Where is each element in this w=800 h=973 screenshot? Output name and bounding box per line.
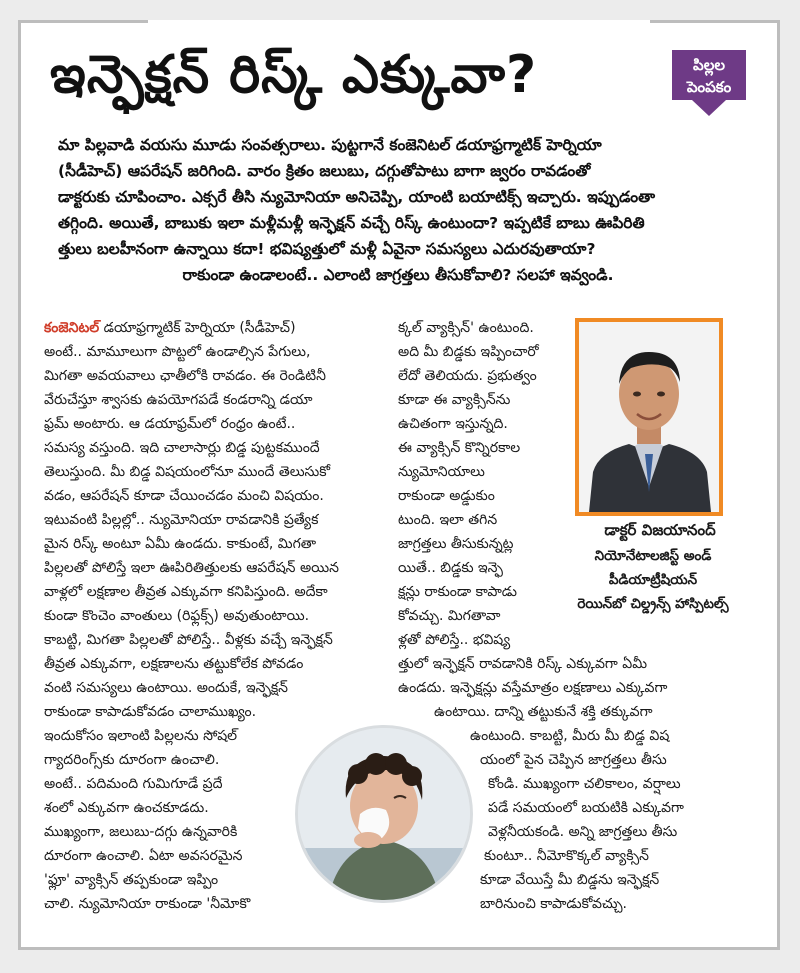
frame-top-right — [650, 20, 780, 23]
answer-line: ఫ్రమ్ అంటారు. ఆ డయాఫ్రమ్‌లో రంధ్రం ఉంటే.. — [44, 416, 296, 432]
answer-line: వాళ్లలో లక్షణాల తీవ్రత ఎక్కువగా కనిపిస్తుంది. అదేకా — [44, 584, 328, 600]
answer-line: మైన రిస్క్ అంటూ ఏమీ ఉండదు. కాకుంటే, మిగతా — [44, 536, 317, 552]
answer-line: కూడా వేయిస్తే మీ బిడ్డను ఇన్ఫెక్షన్ — [480, 872, 660, 888]
answer-line: వెళ్లనీయకండి. అన్ని జాగ్రత్తలు తీసు — [488, 824, 678, 840]
answer-line: రాకుండా అడ్డుకుం — [398, 488, 495, 504]
section-tag-line-1: పిల్లల — [693, 56, 725, 74]
frame-bottom — [18, 947, 780, 950]
answer-line: త్తులో ఇన్ఫెక్షన్ రావడానికి రిస్క్ ఎక్కువగా ఏమీ — [398, 656, 648, 672]
answer-line: ఉండదు. ఇన్ఫెక్షన్లు వస్తేమాత్రం లక్షణాలు ఎక్కువగా — [398, 680, 668, 696]
answer-line-rest: డయాఫ్రగ్మాటిక్ హెర్నియా (సీడీహెచ్) — [99, 320, 296, 336]
answer-line: వేరుచేస్తూ శ్వాసకు ఉపయోగపడే కండరాన్ని డయా — [44, 392, 313, 408]
doctor-title-line: పీడియాట్రీషియన్ — [608, 572, 698, 588]
doctor-title-line: నియోనేటాలజిస్ట్ అండ్ — [594, 548, 712, 564]
doctor-photo — [575, 318, 723, 516]
answer-line: ళ్లతో పోలిస్తే.. భవిష్య — [398, 632, 511, 648]
doctor-title-line: రెయిన్‌బో చిల్డ్రన్స్ హాస్పిటల్స్ — [577, 596, 729, 612]
answer-line: క్కల్ వ్యాక్సిన్' ఉంటుంది. — [398, 320, 534, 336]
answer-line: పడే సమయంలో బయటికి ఎక్కువగా — [488, 800, 684, 816]
answer-line: అది మీ బిడ్డకు ఇప్పించారో — [398, 344, 539, 360]
frame-right — [777, 20, 780, 950]
answer-line: ముఖ్యంగా, జలుబు-దగ్గు ఉన్నవారికి — [44, 824, 238, 840]
answer-line: కుండా కొంచెం వాంతులు (రిఫ్లక్స్) అవుతుంటాయి. — [44, 608, 310, 624]
question-line: తగ్గింది. అయితే, బాబుకు ఇలా మళ్లీమళ్లీ ఇన్ఫెక్షన్ వచ్చే రిస్క్ ఉంటుందా? ఇప్పటికే బాబు ఊపిరితి — [58, 214, 645, 232]
answer-line: చాలి. న్యుమోనియా రాకుండా 'నీమోకొ — [44, 896, 251, 912]
answer-line: కుంటూ.. నీమోకొక్కల్ వ్యాక్సిన్ — [484, 848, 650, 864]
section-tag-notch — [692, 100, 726, 116]
answer-line: సమస్య వస్తుంది. ఇది చాలాసార్లు బిడ్డ పుట్టకముందే — [44, 440, 320, 456]
answer-line: కోవచ్చు. మిగతావా — [398, 608, 501, 624]
question-line: (సీడీహెచ్) ఆపరేషన్ జరిగింది. వారం క్రితం జలుబు, దగ్గుతోపాటు బాగా జ్వరం రావడంతో — [58, 162, 591, 180]
answer-line: యంలో పైన చెప్పిన జాగ్రత్తలు తీసు — [480, 752, 667, 768]
child-with-tissue-illustration — [298, 728, 470, 900]
answer-line: కూడా ఈ వ్యాక్సిన్‌ను — [398, 392, 511, 408]
answer-line: ఉచితంగా ఇస్తున్నది. — [398, 416, 508, 432]
frame-left — [18, 20, 21, 950]
doctor-credentials — [548, 544, 758, 616]
answer-line: జాగ్రత్తలు తీసుకున్నట్ల — [398, 536, 514, 552]
question-line: డాక్టరుకు చూపించాం. ఎక్సరే తీసి న్యుమోనియా అనిచెప్పి, యాంటి బయాటిక్స్ ఇచ్చారు. ఇప్పుడంతా — [58, 188, 656, 206]
answer-line: ఇటువంటి పిల్లల్లో.. న్యుమోనియా రావడానికి ప్రత్యేక — [44, 512, 319, 528]
answer-line — [44, 316, 374, 340]
answer-line: ఉంటాయి. దాన్ని తట్టుకునే శక్తి తక్కువగా — [434, 704, 653, 720]
question-line: రాకుండా ఉండాలంటే.. ఎలాంటి జాగ్రత్తలు తీసుకోవాలి? సలహా ఇవ్వండి. — [182, 266, 614, 284]
answer-line: ఇందుకోసం ఇలాంటి పిల్లలను సోషల్ — [44, 728, 238, 744]
answer-line: ఉంటుంది. కాబట్టి, మీరు మీ బిడ్డ విష — [470, 728, 670, 744]
answer-column-2-tail — [470, 724, 740, 916]
answer-line: న్యుమోనియాలు — [398, 464, 485, 480]
answer-line: బారినుంచి కాపాడుకోవచ్చు. — [480, 896, 628, 912]
section-tag-line-2: పెంపకం — [686, 78, 732, 96]
answer-line: టుంది. ఇలా తగిన — [398, 512, 498, 528]
answer-line: తీవ్రత ఎక్కువగా, లక్షణాలను తట్టుకోలేక పోవడం — [44, 656, 304, 672]
answer-line: శంలో ఎక్కువగా ఉంచకూడదు. — [44, 800, 209, 816]
answer-line: రాకుండా కాపాడుకోవడం చాలాముఖ్యం. — [44, 704, 257, 720]
answer-line: గ్యాదరింగ్స్‌కు దూరంగా ఉంచాలి. — [44, 752, 220, 768]
answer-line: లేదో తెలియదు. ప్రభుత్వం — [398, 368, 537, 384]
answer-column-2 — [398, 316, 558, 652]
answer-line: దూరంగా ఉంచాలి. ఏటా అవసరమైన — [44, 848, 243, 864]
answer-line: క్షన్లు రాకుండా కాపాడు — [398, 584, 517, 600]
answer-line: అంటే.. మామూలుగా పొట్టలో ఉండాల్సిన పేగులు, — [44, 344, 311, 360]
doctor-name: డాక్టర్ విజయానంద్ — [604, 521, 716, 539]
child-sneezing-photo — [295, 725, 473, 903]
answer-line: యితే.. బిడ్డకు ఇన్ఫె — [398, 560, 503, 576]
answer-line: కోండి. ముఖ్యంగా చలికాలం, వర్షాలు — [488, 776, 681, 792]
answer-line: 'ఫ్లూ' వ్యాక్సిన్ తప్పకుండా ఇప్పిం — [44, 872, 219, 888]
headline: ఇన్ఫెక్షన్ రిస్క్ ఎక్కువా? — [50, 45, 538, 105]
answer-line: మిగతా అవయవాలు ఛాతీలోకి రావడం. ఈ రెండిటినీ — [44, 368, 326, 384]
doctor-portrait-illustration — [579, 322, 719, 512]
section-tag — [672, 50, 746, 100]
frame-top-left — [18, 20, 148, 23]
reader-question — [58, 132, 738, 288]
answer-line: పిల్లలతో పోలిస్తే ఇలా ఊపిరితిత్తులకు ఆపరేషన్ అయిన — [44, 560, 339, 576]
answer-column-2-wide — [398, 652, 738, 724]
answer-line: వడం, ఆపరేషన్ కూడా చేయించడం మంచి విషయం. — [44, 488, 324, 504]
answer-line: ఈ వ్యాక్సిన్ కొన్నిరకాల — [398, 440, 521, 456]
question-line: త్తులు బలహీనంగా ఉన్నాయి కదా! భవిష్యత్తులో మళ్లీ ఏవైనా సమస్యలు ఎదురవుతాయా? — [58, 240, 596, 258]
question-line: మా పిల్లవాడి వయసు మూడు సంవత్సరాలు. పుట్టగానే కంజెనిటల్ డయాఫ్రగ్మాటిక్ హెర్నియా — [58, 136, 602, 154]
answer-line: తెలుస్తుంది. మీ బిడ్డ విషయంలోనూ ముందే తెలుసుకో — [44, 464, 331, 480]
answer-line: కాబట్టి, మిగతా పిల్లలతో పోలిస్తే.. వీళ్లకు వచ్చే ఇన్ఫెక్షన్ — [44, 632, 333, 648]
lead-word: కంజెనిటల్ — [44, 320, 100, 336]
answer-line: వంటి సమస్యలు ఉంటాయి. అందుకే, ఇన్ఫెక్షన్ — [44, 680, 289, 696]
answer-line: అంటే.. పదిమంది గుమిగూడే ప్రదే — [44, 776, 223, 792]
